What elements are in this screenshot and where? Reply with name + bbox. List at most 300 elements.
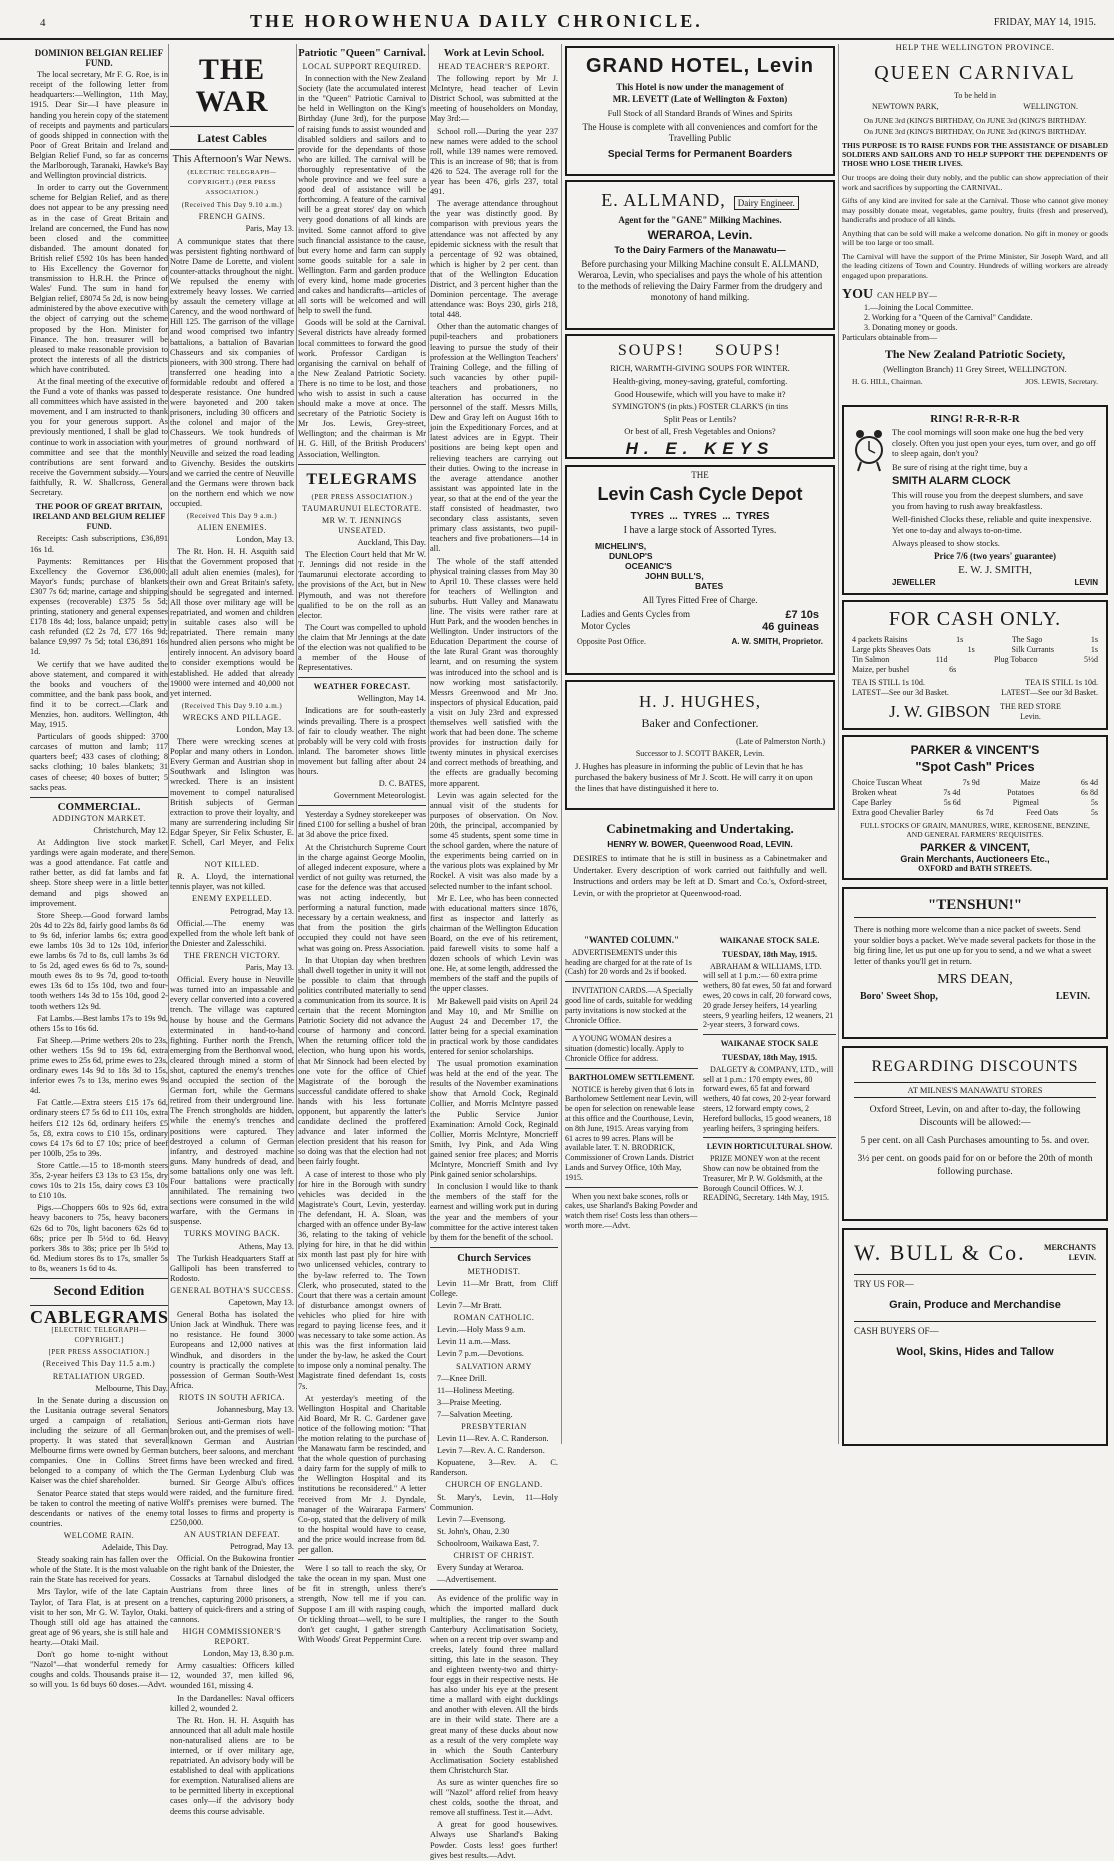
cycle-price: 46 guineas xyxy=(762,621,819,633)
discount-rule: 5 per cent. on all Cash Purchases amounting to 5s. and over. xyxy=(860,1136,1090,1146)
soups-line: Good Housewife, which will you have to make it? xyxy=(614,389,786,399)
price-item: Plug Tobacco xyxy=(993,655,1038,664)
bull-grain: Grain, Produce and Merchandise xyxy=(889,1299,1061,1311)
discounts-intro: Oxford Street, Levin, on and after to-day, the following Discounts will be allowed:— xyxy=(869,1105,1081,1128)
service-line: Levin 7—Mr Bratt. xyxy=(437,1301,502,1311)
carnival-help-item: 2. Working for a "Queen of the Carnival" Candidate. xyxy=(864,313,1033,322)
dateline: London, May 13. xyxy=(236,724,294,734)
service-line: 7—Salvation Meeting. xyxy=(437,1409,513,1419)
bull-try: TRY US FOR— xyxy=(854,1279,914,1289)
tenshun-town: LEVIN. xyxy=(1055,991,1090,1002)
service-line: Schoolroom, Waikawa East, 7. xyxy=(437,1538,539,1548)
advert-note: A great for good housewives. Always use Sharland's Baking Powder. Costs less! goes further! gives best results.—Advt. xyxy=(430,1820,558,1860)
price-value: 6s 7d xyxy=(976,808,994,817)
allmand-place: WERAROA, Levin. xyxy=(647,228,753,242)
denomination: CHRIST OF CHRIST. xyxy=(453,1551,535,1561)
service-line: Every Sunday at Weraroa. xyxy=(437,1563,524,1573)
article-paragraph: General Botha has isolated the Union Jack at Windhuk. There was no resistance. He found 3000 Europeans and 12,000 natives at Windhuk, and disorders in the country is practically the complete possession of German South-West Africa. xyxy=(170,1310,294,1390)
ring-para: The cool mornings will soon make one hug the bed very closely. Often you just open your eyes, turn over, and go off to sleep again, don't you? xyxy=(892,427,1096,458)
copyright-note: (ELECTRIC TELEGRAPH—COPYRIGHT.) (PER PRESS ASSOCIATION.) xyxy=(187,169,277,197)
horticultural-body: PRIZE MONEY won at the recent Show can now be obtained from the Treasurer, Mr P. W. Goldsmith, at the Borough Council Offices. W. J. READING, Secretary. 14th May, 1915. xyxy=(703,1154,830,1203)
received-note: (Received This Day 9 a.m.) xyxy=(186,512,278,521)
cablegrams-headline: CABLEGRAMS xyxy=(30,1307,170,1328)
article-subheadline: HEAD TEACHER'S REPORT. xyxy=(438,62,550,71)
wanted-rates: ADVERTISEMENTS under this heading are charged for at the rate of 1s (Cash) for 20 words and 2s if booked. xyxy=(565,947,692,977)
horticultural-headline: LEVIN HORTICULTURAL SHOW. xyxy=(706,1142,833,1152)
ring-para: This will rouse you from the deepest slumbers, and save you from having to rush away breakfastless. xyxy=(892,490,1084,511)
price-item: Maize, per bushel xyxy=(852,665,910,674)
price-item: Large pkts Sheaves Oats xyxy=(852,645,931,654)
cycle-the: THE xyxy=(691,470,709,480)
carnival-help-item: 3. Donating money or goods. xyxy=(864,323,958,332)
smith-alarm-clock: SMITH ALARM CLOCK xyxy=(892,475,1011,487)
column-divider xyxy=(168,44,169,1444)
column-2 xyxy=(170,44,294,1816)
clock-price: Price 7/6 (two years' guarantee) xyxy=(934,551,1056,561)
soups-ad xyxy=(565,334,835,459)
wanted-invitation: INVITATION CARDS.—A Specially good line of cards, suitable for wedding party invitations is now stocked at the Chronicle Office. xyxy=(565,986,693,1025)
article-paragraph: A communique states that there was persistent fighting northward of Notre Dame de Lorette, and violent counter-attacks throughout the night. We repulsed the enemy with extremely heavy losses. We carried by assault the cemetery village at Carency, and the wood northward of Hill 125. The garrison of the village and wood comprised two infantry battalions, a battalion of Bavarian Chasseurs and six companies of pioneers, with 300 strong. There had transferred one heading into a formidable redoubt and offered a desperate resistance. One hundred were bayoneted and 200 taken prisoners, including 30 officers and the colonel and major of the Chasseurs. We took hundreds of metres of ground northward of Neuville and seized the road leading to Givenchy. Besides the outskirts and we carried the centre of Neuville and the Germans were thrown back on the northern end which we now occupied. xyxy=(170,236,294,508)
red-store-town: Levin. xyxy=(1020,712,1041,721)
issue-date: FRIDAY, MAY 14, 1915. xyxy=(993,17,1096,28)
price-value: 1s xyxy=(956,635,964,644)
stock-sale-headline: WAIKANAE STOCK SALE xyxy=(720,1039,819,1049)
price-value: 11d xyxy=(935,655,948,664)
price-item: Silk Currants xyxy=(1011,645,1054,654)
article-paragraph: Pigs.—Choppers 60s to 92s 6d, extra heavy baconers to 75s, heavy baconers 62s 6d to 70s, light baconers 62s 6d to 68s; price per lb 5½d to 6d. Heavy porkers 38s to 38s; price per lb 5½d to 6d. Medium stores 8s to 17s, smaller 5s to 8s, weaners 1s 6d to 4s. xyxy=(30,1203,168,1273)
article-subheadline: RIOTS IN SOUTH AFRICA. xyxy=(178,1392,286,1402)
article-paragraph: Indications are for south-easterly winds prevailing. There is a prospect of fair to cloudy weather. The night probably will be very cold with frosts inland. The barometer shows little movement but falling after about 24 hours. xyxy=(298,706,426,776)
article-paragraph: The Court was compelled to uphold the claim that Mr Jennings at the date of the election was not qualified to be a member of the House of Representatives. xyxy=(298,622,426,673)
price-value: 5s xyxy=(1090,798,1098,807)
article-subheadline: MR W. T. JENNINGS UNSEATED. xyxy=(322,515,402,535)
service-line: St. Mary's, Levin, 11—Holy Communion. xyxy=(430,1492,558,1512)
patriotic-chairman: H. G. HILL, Chairman. xyxy=(852,377,923,386)
dateline: Athens, May 13. xyxy=(238,1241,294,1251)
carnival-paragraph: Our troops are doing their duty nobly, and the public can show appreciation of their work and sacrifices by supporting the CARNIVAL. xyxy=(842,173,1108,192)
price-value: 5s xyxy=(1090,808,1098,817)
dateline: Johannesburg, May 13. xyxy=(216,1404,294,1414)
denomination: PRESBYTERIAN xyxy=(461,1422,527,1431)
soups-line: Or best of all, Fresh Vegetables and Onions? xyxy=(624,426,776,436)
column-divider xyxy=(561,44,562,1444)
column-divider xyxy=(296,44,297,1444)
service-line: Levin 7—Rev. A. C. Randerson. xyxy=(437,1446,545,1456)
denomination: ROMAN CATHOLIC. xyxy=(453,1313,535,1323)
carnival-place: NEWTOWN PARK, xyxy=(872,102,939,111)
price-value: 6s 4d xyxy=(1080,778,1098,787)
grand-hotel-terms: Special Terms for Permanent Boarders xyxy=(607,149,793,160)
price-item: 4 packets Raisins xyxy=(852,635,908,644)
carnival-paragraph: The Carnival will have the support of the Prime Minister, Sir Joseph Ward, and all the leading citizens of Town and Country. Hundreds of willing workers are already engaged upon preparations. xyxy=(842,251,1108,280)
discounts-ad xyxy=(842,1046,1108,1221)
cycle-title: Levin Cash Cycle Depot xyxy=(597,484,803,504)
price-item: Potatoes xyxy=(1007,788,1035,797)
bull-merchants: MERCHANTS xyxy=(1043,1243,1096,1252)
article-headline: Patriotic "Queen" Carnival. xyxy=(298,48,426,59)
article-paragraph: Yesterday a Sydney storekeeper was fined £100 for selling a bushel of bran at 3d above the price fixed. xyxy=(298,810,426,840)
article-paragraph: In the Senate during a discussion on the Lusitania outrage several Senators urged a campaign of retaliation, including the seizure of all German property. It was stated that several Melbourne firms were owned by German companies. One in Collins Street belonged to a company of which the Kaiser was the chief shareholder. xyxy=(30,1395,168,1486)
service-line: Levin.—Holy Mass 9 a.m. xyxy=(437,1325,526,1335)
newspaper-title: THE HOROWHENUA DAILY CHRONICLE. xyxy=(250,11,703,31)
price-value: 7s 9d xyxy=(962,778,980,787)
tenshun-title: "TENSHUN!" xyxy=(854,897,1096,918)
article-subheadline: NOT KILLED. xyxy=(204,860,260,870)
carnival-purpose: THIS PURPOSE IS TO RAISE FUNDS FOR THE ASSISTANCE OF DISABLED SOLDIERS AND SAILORS AND TO HELP SUPPORT THE DEPENDENTS OF THOSE WHO LOSE THEIR LIVES. xyxy=(842,141,1108,168)
hughes-late: (Late of Palmerston North.) xyxy=(736,737,825,746)
parker-name: PARKER & VINCENT, xyxy=(920,842,1030,854)
hughes-body: J. Hughes has pleasure in informing the public of Levin that he has purchased the bakery business of Mr J. Scott. He will carry it on upon the lines that have distinguished it here to. xyxy=(575,761,813,793)
article-paragraph: Official. Every house in Neuville was turned into an impassable and every cellar converted into a covered trench. The village was captured house by house and the Germans exterminated in hand-to-hand fighting. Further north the French, emerging from the Berthonval wood, cleared through mined a storm of shot, captured the enemy's trenches and occupied the section of the German fort, while the Germans retired from their underground line. The French strongholds are hidden, while the enemy's trenches and positions were captured. They destroyed a column of German infantry, and destroyed machine guns. Many hundreds of dead, and some battalions only one was left. Four battalions were practically annihilated. The remaining two sections were consumed in the wild warfare, with the Germans in suspense. xyxy=(170,975,294,1227)
carnival-held: To be held in xyxy=(954,91,996,100)
advert-poem: Were I so tall to reach the sky, Or take the ocean in my span. Must one be fit in strength, unless there's strength, Now tell me if you can. Suppose I am ill with rasping cough, Or tickling throat—well, to be sure I don't get caught, I gather strength With Woods' Great Peppermint Cure. xyxy=(298,1564,426,1644)
wanted-column xyxy=(565,932,698,1442)
article-paragraph: There were wrecking scenes at Poplar and many others in London. Every German and Austrian shop in Southwark and Islington was wrecked. There is an insistent movement to compel naturalised British subjects of German extraction to prove their loyalty, and many are surrendering including Sir Edgar Speyer, Sir Felix Schuster, E. F. Schell, Carl Meyer, and Felix Semon. xyxy=(170,737,294,858)
carnival-help-item: 1.—Joining the Local Committee. xyxy=(864,303,974,312)
wanted-headline: "WANTED COLUMN." xyxy=(584,935,679,945)
bull-cash: CASH BUYERS OF— xyxy=(854,1326,939,1336)
service-line: St. John's, Ohau, 2.30 xyxy=(437,1526,510,1536)
article-paragraph: In connection with the New Zealand Society (late the accumulated interest in the "Queen" Patriotic Carnival to be held in Wellington on the King's Birthday (June 3rd), for the purpose of raising funds to assist wounded and disabled soldiers and sailors and to provide for the dependants of those who are killed. The carnival will be thoroughly representative of the whole province and we feel sure a good deal of assistance will be forthcoming. A feature of the carnival will be a great stores' day on which very good donations of all kinds are invited. Some cannot afford to give such financial assistance to the cause, but every home and farm can supply some goods suitable for a sale in Wellington. Farm and garden produce of every kind, home made groceries and cakes and handicrafts—articles of all sorts will be welcomed and will help to swell the fund. xyxy=(298,74,426,316)
signature: D. C. BATES, xyxy=(378,779,426,789)
price-value: 5½d xyxy=(1084,655,1098,664)
cycle-address: Opposite Post Office. xyxy=(577,637,646,646)
carnival-help: HELP THE WELLINGTON PROVINCE. xyxy=(895,42,1055,52)
bull-town: LEVIN. xyxy=(1068,1253,1096,1262)
service-line: —Advertisement. xyxy=(437,1575,497,1585)
article-paragraph: The Turkish Headquarters Staff at Gallipoli has been transferred to Rodosto. xyxy=(170,1253,294,1283)
cycle-proprietor: A. W. SMITH, Proprietor. xyxy=(731,637,823,646)
jeweller-town: LEVIN xyxy=(1074,578,1098,587)
article-paragraph: Senator Pearce stated that steps would be taken to control the meeting of native descendants or natives of the enemy countries. xyxy=(30,1488,168,1528)
soups-line: Split Peas or Lentils? xyxy=(663,414,737,424)
alarm-clock-ad xyxy=(842,405,1108,595)
ring-para: Always pleased to show stocks. xyxy=(892,538,1000,548)
article-paragraph: In conclusion I would like to thank the members of the staff for the earnest and willing work put in during the year and the members of your committee for the active interest taken by them for the benefit of the school. xyxy=(430,1182,558,1242)
cash-only-ad xyxy=(842,600,1108,730)
red-store: THE RED STORE xyxy=(1000,702,1061,711)
article-paragraph: Mr Bakewell paid visits on April 24 and May 10, and Mr Smillie on August 24 and December 17, the latter being for a special examination in practical work by those candidates entered for senior scholarships. xyxy=(430,996,558,1056)
stock-sale-date: TUESDAY, 18th May, 1915. xyxy=(722,1052,817,1062)
tea-offer: TEA IS STILL 1s 10d. xyxy=(852,678,925,687)
brand-john-bull: JOHN BULL'S, xyxy=(645,571,704,581)
article-paragraph: At the Christchurch Supreme Court in the charge against George Moolin, of alleged indecent exposure, where a verdict of not guilty was returned, the case for the defence was that accused was not acting indecently, but performing a natural function, made necessary by a certain weakness, and that from the position the girls occupied they could not have seen what was going on. Press Association. xyxy=(298,842,426,953)
price-value: 6s xyxy=(949,665,957,674)
price-value: 1s xyxy=(1090,635,1098,644)
latest-offer: LATEST—See our 3d Basket. xyxy=(852,688,949,697)
stock-sales-column xyxy=(703,932,836,1442)
service-line: Levin 11—Mr Bratt, from Cliff College. xyxy=(430,1278,558,1298)
service-line: Levin 7—Evensong. xyxy=(437,1514,506,1524)
dateline: Christchurch, May 12. xyxy=(93,825,168,835)
article-subheadline: WEATHER FORECAST. xyxy=(313,682,411,692)
cycle-depot-ad xyxy=(565,465,835,675)
carnival-dates: On JUNE 3rd (KING'S BIRTHDAY, On JUNE 3rd (KING'S BIRTHDAY. xyxy=(863,127,1087,136)
allmand-title: E. ALLMAND, xyxy=(601,190,726,210)
tenshun-name: MRS DEAN, xyxy=(937,972,1013,987)
article-paragraph: School roll.—During the year 237 new names were added to the school roll, while 139 names were removed. This is an increase of 98; that is from 426 to 524. The average roll for the year has been 476, girls 237, total 491. xyxy=(430,126,558,197)
carnival-title: QUEEN CARNIVAL xyxy=(874,62,1076,84)
article-subheadline: RETALIATION URGED. xyxy=(52,1371,146,1381)
stock-sale-headline: WAIKANAE STOCK SALE. xyxy=(719,936,820,945)
column-divider xyxy=(428,44,429,1444)
received-note: (Received This Day 9.10 a.m.) xyxy=(181,201,283,210)
war-headline: THE WAR xyxy=(195,53,269,118)
grand-hotel-line: The House is complete with all conveniences and comfort for the Travelling Public xyxy=(582,122,818,143)
article-subheadline: TAUMARUNUI ELECTORATE. xyxy=(302,503,422,513)
article-headline: Work at Levin School. xyxy=(443,48,545,59)
grand-hotel-ad xyxy=(565,46,835,176)
article-paragraph: Payments: Remittances per His Excellency the Governor £36,000; Mayor's funds; purchase of blankets £307 7s 6d; marine, cartage and shipping expenses (recoverable) £375 5s 5d; printing, stationery and general expenses £178 18s 4d; loss, balance unpaid; petty cash refunded (£2 2s 7d, £77 16s 9d; balance £9,997 7s 5d; total £36,891 16s 1d. xyxy=(30,556,168,657)
article-paragraph: At the final meeting of the executive of the Fund a vote of thanks was passed to all committees which have assisted in the movement, and I am instructed to thank you for your generous support. As previously mentioned, I shall be glad to continue to work in association with your committee and see that the monthly contributions are sent forward and receive the Government subsidy.—Yours faithfully, R. W. Shallcross, General Secretary. xyxy=(30,377,168,498)
bull-title: W. BULL & Co. xyxy=(854,1240,1026,1265)
stock-sale-body: DALGETY & COMPANY, LTD., will sell at 1 p.m.: 170 empty ewes, 80 forward ewes, 65 fat and forward wethers, 40 fat cows, 20 2-year forward steers, 12 forward empty cows, 2 Hereford bullocks, 15 good weaners, 18 yearling heifers, 3 springing heifers. xyxy=(703,1064,834,1133)
service-line: 7—Knee Drill. xyxy=(437,1373,487,1383)
article-paragraph: Store Cattle.—15 to 18-month steers 35s, 2-year heifers £3 13s to £3 15s, dry cows 10s to 21s 15s, dairy cows £3 10s to £10 10s. xyxy=(30,1160,168,1201)
article-subheadline: HIGH COMMISSIONER'S REPORT. xyxy=(182,1626,282,1647)
second-edition-banner: Second Edition xyxy=(53,1283,145,1299)
cycle-item: Motor Cycles xyxy=(581,621,631,631)
article-paragraph: The usual promotion examination was held at the end of the year. The results of the November examinations show that Arnold Cock, Reginald Collier, and Morris McIntyre passed the Public Service Junior Examination: Arnold Cock, Reginald Collier, Morris McIntyre, Moncrieff Smith, Ivy Pink, and Ada Wing gained senior free places; and Morris McIntyre, Moncrieff Smith and Ivy Pink gained senior scholarships. xyxy=(430,1059,558,1180)
allmand-agent: Agent for the "GANE" Milking Machines. xyxy=(618,215,782,225)
article-subheadline: ENEMY EXPELLED. xyxy=(191,894,273,904)
carnival-you: YOU xyxy=(842,287,874,302)
price-item: Pigmeal xyxy=(1012,798,1039,807)
carnival-particulars: Particulars obtainable from— xyxy=(842,333,938,342)
article-subheadline: WRECKS AND PILLAGE. xyxy=(182,712,282,722)
dateline: Melbourne, This Day. xyxy=(95,1383,168,1393)
article-subheadline: WELCOME RAIN. xyxy=(63,1530,135,1540)
war-news-heading: This Afternoon's War News. xyxy=(172,154,292,165)
copyright-note: [ELECTRIC TELEGRAPH—COPYRIGHT.] xyxy=(51,1326,147,1345)
article-paragraph: In order to carry out the Government scheme for Belgian Relief, and as there does not appear to be any pressing need as in the case of Great Britain and Ireland are concerned, the Fund has now been closed and the committee disbanded. The amount donated for British relief £592 10s has been handed to His Excellency the Governor for transmission to H.R.H. the Prince of Wales' Fund. The sum in hand for Belgian relief, £8074 5s 2d, is now being administered by the above executive with the object of carrying out the scheme proposed by the Hon. Minister for Finance. The hon. treasurer will be pleased to make reasonable provision to protect the interests of all the districts which have contributed. xyxy=(30,183,169,374)
parker-title: PARKER & VINCENT'S xyxy=(910,743,1040,757)
tenshun-body: There is nothing more welcome than a nice packet of sweets. Send your soldier boys a packet. We've made several packets for those in the big firing line, let us put one up for you to send, a nd we what a sweet letter of thanks you'll get in return. xyxy=(854,924,1096,966)
cycle-item: Ladies and Gents Cycles from xyxy=(581,609,690,619)
article-paragraph: In that Utopian day when brethren shall dwell together in unity it will not be possible to claim that through politics contributed materially to send a communication from its source. It is certain that the recent Mornington Patriotic Society did not advance the course of harmony and concord. When the returning officer told the election, who hung upon his words, that Mr Sinnock had been elected by one vote for the office of Chief Magistrate of the borough the successful candidate offered to shake hands with his less fortunate opponent, but apparently the latter's candidate declined the proffered advance and later informed the election president that his reason for so doing was that the election had not been fairly fought. xyxy=(298,955,426,1167)
price-item: Feed Oats xyxy=(1026,808,1059,817)
latest-cables-heading: Latest Cables xyxy=(197,131,267,145)
cycle-line: All Tyres Fitted Free of Charge. xyxy=(642,595,758,605)
price-value: 7s 4d xyxy=(943,788,961,797)
brand-dunlop: DUNLOP'S xyxy=(609,551,653,561)
parker-vincent-ad xyxy=(842,735,1108,880)
price-value: 1s xyxy=(967,645,975,654)
brand-bates: BATES xyxy=(695,581,724,591)
patriotic-secretary: JOS. LEWIS, Secretary. xyxy=(1025,377,1098,386)
wanted-young-woman: A YOUNG WOMAN desires a situation (domestic) locally. Apply to Chronicle Office for address. xyxy=(565,1034,684,1063)
article-paragraph: The average attendance throughout the year was distinctly good. By comparison with previous years the attendance was not affected by any epidemic sickness with the result that a percentage of 92 was obtained, which is higher by 2 per cent. than that of the Wellington Education District, and 3 percent higher than the Dominion percentage. The average attendance was: Boys 230, girls 218, total 448. xyxy=(430,199,558,320)
bull-wool: Wool, Skins, Hides and Tallow xyxy=(896,1346,1054,1358)
column-4 xyxy=(430,44,558,1860)
tenshun-shop: Boro' Sweet Shop, xyxy=(860,991,938,1002)
denomination: METHODIST. xyxy=(467,1266,521,1276)
price-item: Extra good Chevalier Barley xyxy=(852,808,944,817)
cabinet-title: Cabinetmaking and Undertaking. xyxy=(606,821,794,836)
section-headline: COMMERCIAL. xyxy=(57,800,141,813)
jeweller-name: E. W. J. SMITH, xyxy=(958,564,1032,576)
article-subheadline: THE FRENCH VICTORY. xyxy=(183,950,281,960)
parker-spot-cash: "Spot Cash" Prices xyxy=(915,759,1035,774)
article-paragraph: Fat Sheep.—Prime wethers 20s to 23s, other wethers 15s 9d to 19s 6d, extra prime ewes to 25s 6d, prime ewes to 23s, ordinary ewes 14s 9d to 18s 3d to 15s, inferior ewes 7s to 13s, merino ewes 9s 4d. xyxy=(30,1035,168,1096)
stock-sale-date: TUESDAY, 18th May, 1915. xyxy=(722,949,817,959)
article-subheadline: FRENCH GAINS. xyxy=(198,212,266,222)
dateline: London, May 13. xyxy=(236,535,294,545)
price-item: Tin Salmon xyxy=(852,655,890,664)
carnival-you-sub: CAN HELP BY— xyxy=(877,291,937,300)
article-paragraph: At Addington live stock market yardings were again moderate, and there was a good attendance. Fat cattle and rather better, as did fat lambs and fat sheep. Store sheep were in a little better demand and pigs showed an improvement. xyxy=(30,838,168,908)
price-value: 5s 6d xyxy=(943,798,961,807)
dateline: Auckland, This Day. xyxy=(357,538,426,548)
article-paragraph: R. A. Lloyd, the international tennis player, was not killed. xyxy=(170,872,294,892)
article-paragraph: Fat Cattle.—Extra steers £15 17s 6d, ordinary steers £7 5s 6d to £11 10s, extra heifers £12 12s 6d, ordinary heifers £5 5s, £8, extra cows to £10 15s, ordinary cows £4 17s 6d to £7 10s; price of beef per 100lb, 25s to 39s. xyxy=(30,1098,168,1158)
brand-michelin: MICHELIN'S, xyxy=(595,541,647,551)
advert-note: As sure as winter quenches fire so will "Nazol" afford relief from heavy chest colds, soothe the throat, and remove all stuffiness. Test it.—Advt. xyxy=(430,1778,558,1818)
carnival-city: WELLINGTON. xyxy=(1023,102,1078,111)
article-paragraph: The Election Court held that Mr W. T. Jennings did not reside in the Taumarunui electorate according to the provisions of the Act, but in New Plymouth, and was not therefore qualified to be on the roll as an elector. xyxy=(298,550,426,620)
patriotic-society: The New Zealand Patriotic Society, xyxy=(884,347,1066,361)
ring-title: RING! R-R-R-R-R xyxy=(930,413,1020,425)
hughes-successor: Successor to J. SCOTT BAKER, Levin. xyxy=(635,749,765,758)
dateline: London, May 13, 8.30 p.m. xyxy=(202,1649,294,1659)
ring-para: Well-finished Clocks these, reliable and quite inexpensive. Yet one to-day and always to-on-time. xyxy=(892,514,1092,535)
allmand-trade: Dairy Engineer. xyxy=(734,196,799,210)
service-line: Levin 7 p.m.—Devotions. xyxy=(437,1349,524,1359)
soups-line: Health-giving, money-saving, grateful, comforting. xyxy=(612,376,788,386)
queen-carnival-ad xyxy=(842,42,1108,402)
patriotic-branch: (Wellington Branch) 11 Grey Street, WELLINGTON. xyxy=(883,364,1067,374)
article-paragraph: We certify that we have audited the above statement, and compared it with the books and vouchers of the committee, and the bank pass book, and find it to be correct.—Clark and Menzies, hon. auditors. Wellington, 4th May, 1915. xyxy=(30,659,168,730)
brand-oceanic: OCEANIC'S xyxy=(625,561,672,571)
service-line: Kopuatene, 3—Rev. A. C. Randerson. xyxy=(430,1458,558,1478)
service-line: 11—Holiness Meeting. xyxy=(437,1385,515,1395)
hughes-title: H. J. HUGHES, xyxy=(638,692,762,711)
hughes-ad xyxy=(565,680,835,810)
denomination: SALVATION ARMY xyxy=(456,1361,532,1371)
grand-hotel-line: Full Stock of all Standard Brands of Wines and Spirits xyxy=(607,108,793,118)
article-paragraph: Levin was again selected for the annual visit of the students for purposes of observation. On Nov. 20th, the principal, accompanied by some 45 students, spent some time in the school garden, where the nature of the experiments being carried on in the various plots was explained by Mr Rockel. A visit was also made by a selected number to the infant school. xyxy=(430,790,558,891)
signature-title: Government Meteorologist. xyxy=(333,791,426,801)
article-paragraph: Mrs Taylor, wife of the late Captain Taylor, of Tara Flat, is at present on a visit to her son, Mr G. W. Taylor, Otaki. Though still old age has attained the great age of 96 years, she is still hale and hearty.—Otaki Mail. xyxy=(30,1587,168,1647)
article-paragraph: Other than the automatic changes of pupil-teachers and probationers leaving to pursue the study of their profession at the Wellington Teachers' Training College, and the filling of such vacancies by other pupil-teachers and probationers, no alteration has occurred in the personnel of the staff. Messrs Mills, Dew and Gray left on August 16th to join the Expeditionary Forces, and at latest advices are in Egypt. Their positions are being kept open and relieving teachers are carrying out their duties. Owing to the increase in the average attendance another assistant was appointed late in the year, so that at the end of the year the staff consisted of headmaster, two secondary class assistants, seven primary class assistants, two pupil-teachers and five probationers—14 in all. xyxy=(430,322,558,554)
article-paragraph: The whole of the staff attended physical training classes from May 30 to April 10. These classes were held for teachers of Wellington and suburbs. Hutt Valley and Manawatu line. The visits were rather rare at Hutt Park, and the wooden benches in Wellington. Under instructors of the Education Department the course of the late Rural Grant was thoroughly learnt, and on resuming the system was introduced into the school and is now working most satisfactorily. Messrs Greenwood and Mr Jno. inspectors of physical Education, paid a visit on July 23rd and expressed themselves well satisfied with the work that had been done. The scheme provides for instruction daily for twenty minutes in physical exercises and correct methods of breathing, and the effects are gradually becoming more apparent. xyxy=(430,556,558,788)
denomination: CHURCH OF ENGLAND. xyxy=(445,1480,543,1490)
alarm-clock-icon xyxy=(852,427,886,473)
received-note: (Received This Day 11.5 a.m.) xyxy=(42,1359,156,1369)
price-item: Maize xyxy=(1020,778,1041,787)
carnival-paragraph: Anything that can be sold will make a welcome donation. No gift in money or goods will be too large or too small. xyxy=(842,228,1108,247)
dateline: Paris, May 13. xyxy=(245,224,294,234)
article-subheadline: THE POOR OF GREAT BRITAIN, IRELAND AND BELGIUM RELIEF FUND. xyxy=(32,502,166,532)
article-paragraph: Receipts: Cash subscriptions, £36,891 16s 1d. xyxy=(30,534,168,554)
tea-offer: TEA IS STILL 1s 10d. xyxy=(1025,678,1098,687)
price-item: Choice Tuscan Wheat xyxy=(852,778,923,787)
article-paragraph: A case of interest to those who ply for hire in the Borough with sundry vehicles was decided in the Magistrate's Court, Levin, yesterday. The defendant, H. A. Sloan, was charged with an offence under By-law 36, relating to the taking of vehicle plying for hire, in that he did within six month last past ply for hire with two unlicensed vehicles, contrary to the by-law referred to. The Town Clerk, who prosecuted, stated to the Court that there was a certain amount of disturbance amongst owners of vehicles who plied for hire with regard to paying license fees, and it was necessary to take some action. As this was the first information laid under the by-law, he asked the Court to impose only a nominal penalty. The Magistrate fined defendant 1s, costs 7s. xyxy=(298,1169,426,1391)
article-paragraph: Particulars of goods shipped: 3700 carcases of mutton and lamb; 117 quarters beef; 433 cases of clothing; 8 sacks clothing; 10 bales blankets; 31 cases of cheese; 40 boxes of butter; 5 sacks peas. xyxy=(30,732,168,792)
price-item: The Sago xyxy=(1011,635,1043,644)
article-paragraph: The local secretary, Mr F. G. Roe, is in receipt of the following letter from headquarters:—Wellington, 11th May, 1915. Dear Sir—I have pleasure in handing you herein copy of the statement of receipts and payments and particulars of goods shipped in connection with the Poor of Great Britain and Ireland and Belgian Relief Fund, so far as concerns the Marlborough, Taranaki, Hawke's Bay and Wellington provincial districts. xyxy=(30,70,168,181)
soups-line: SYMINGTON'S (in pkts.) FOSTER CLARK'S (in tins xyxy=(612,402,788,411)
cycle-line: I have a large stock of Assorted Tyres. xyxy=(623,525,777,536)
press-association-note: [PER PRESS ASSOCIATION.] xyxy=(48,1348,150,1357)
discount-rule: 3½ per cent. on goods paid for on or before the 20th of month following purchase. xyxy=(857,1154,1093,1177)
article-subheadline: TURKS MOVING BACK. xyxy=(183,1229,281,1239)
tenshun-ad xyxy=(842,887,1108,1039)
received-note: (Received This Day 9.10 a.m.) xyxy=(181,701,283,710)
article-paragraph: At yesterday's meeting of the Wellington Hospital and Charitable Aid Board, Mr R. C. Gardener gave notice of the following motion: "That the motion relating to the purchase of the Manawatu farm be rescinded, and that the whole question of purchasing a dairy farm for the supply of milk to the Wellington Hospital and its institutions be reconsidered." A letter received from Mr J. Dyndale, manager of the Wairarapa Farmers' Co-op, stated that the delivery of milk to the hospital would have to cease, and the price would increase from 8d. per gallon. xyxy=(298,1393,426,1555)
cabinet-name: HENRY W. BOWER, Queenwood Road, LEVIN. xyxy=(607,839,793,849)
article-paragraph: In the Dardanelles: Naval officers killed 2, wounded 2. xyxy=(170,1693,294,1713)
dateline: Wellington, May 14. xyxy=(357,694,426,704)
bartholomew-body: NOTICE is hereby given that 6 lots in Bartholomew Settlement near Levin, will be open for selection on renewable lease at this office and the Courthouse, Levin, on 8th June, 1915. Areas varying from 61 acres to 99 acres. Plans will be available later. T. N. BRODRICK, Commissioner of Crown Lands. District Lands and Survey Office, 10th May, 1915. xyxy=(565,1084,698,1182)
article-subheadline: ADDINGTON MARKET. xyxy=(52,813,146,823)
parker-address: OXFORD and BATH STREETS. xyxy=(918,864,1032,873)
cycle-price: £7 10s xyxy=(785,609,819,621)
article-paragraph: Store Sheep.—Good forward lambs 20s 4d to 22s 8d, fairly good lambs 8s 6d to 9s 6d, inferior lambs 6s; extra good ewe lambs 10s 3d to 12s 10d, inferior ewe lambs 6s 7d to 8s, cull lambs 3s 6d to 5s 2d, aged ewes 6s 6d to 7s, sound-mouth ewes 8s to 9s 7d, good to-tooth ewes 13s 6d to 15s 10d, two and four-tooth wethers 14s 3d to 15s 10d, good 2-tooth wethers 12s 9d. xyxy=(30,910,168,1011)
advert-note: When you next bake scones, rolls or cakes, use Sharland's Baking Powder and watch them rise! Costs less than others—worth more.—Advt. xyxy=(565,1191,698,1230)
article-paragraph: The Rt. Hon. H. H. Asquith has announced that all adult male hostile non-naturalised aliens are to be interned, or if over military age, repatriated. An advisory body will be established to deal with applications for exemption. Naturalised aliens are to be permitted liberty in exceptional cases only—if the advisory body deems this course advisable. xyxy=(170,1715,294,1816)
price-value: 6s 8d xyxy=(1080,788,1098,797)
column-divider xyxy=(838,44,839,1444)
grand-hotel-manager: MR. LEVETT (Late of Wellington & Foxton) xyxy=(612,94,788,104)
article-paragraph: Steady soaking rain has fallen over the whole of the State. It is the most valuable rain the State has received for years. xyxy=(30,1555,168,1585)
church-services-headline: Church Services xyxy=(457,1252,531,1264)
article-paragraph: Fat Lambs.—Best lambs 17s to 19s 9d, others 15s to 16s 6d. xyxy=(30,1013,168,1033)
press-association-note: (PER PRESS ASSOCIATION.) xyxy=(311,492,413,501)
telegrams-headline: TELEGRAMS xyxy=(306,470,418,488)
price-value: 1s xyxy=(1090,645,1098,654)
dateline: Capetown, May 13. xyxy=(228,1298,294,1308)
cash-title: FOR CASH ONLY. xyxy=(888,608,1062,630)
article-paragraph: The following report by Mr J. McIntyre, head teacher of Levin District School, was submitted at the meeting of householders on Monday, May 3rd:— xyxy=(430,74,558,124)
advert-note: Don't go home to-night without "Nazol"—that wonderful remedy for coughs and colds. Thousands praise it—so will you. 1s 6d buys 60 doses.—Advt. xyxy=(30,1649,168,1690)
soups-line: RICH, WARMTH-GIVING SOUPS FOR WINTER. xyxy=(610,363,790,373)
hughes-sub: Baker and Confectioner. xyxy=(641,716,759,730)
article-paragraph: Army casualties: Officers killed 12, wounded 37, men killed 96, wounded 161, missing 4. xyxy=(170,1661,294,1691)
price-item: Cape Barley xyxy=(852,798,892,807)
article-paragraph: Goods will be sold at the Carnival. Several districts have already formed local committees to forward the good work. Professor Cardigan is organising the carnival on behalf of the New Zealand Patriotic Society. There is no time to be lost, and those who wish to assist in such a cause should make a move at once. The secretary of the Patriotic Society is Mr Jos. Lewis, Grey-street, Wellington; and the chairman is Mr H. G. Hill, of the British Producers' Association, Wellington. xyxy=(298,318,426,459)
article-subheadline: LOCAL SUPPORT REQUIRED. xyxy=(302,62,422,71)
dateline: Adelaide, This Day. xyxy=(101,1543,168,1553)
service-line: 3—Praise Meeting. xyxy=(437,1397,502,1407)
carnival-dates: On JUNE 3rd (KING'S BIRTHDAY, On JUNE 3rd (KING'S BIRTHDAY. xyxy=(863,116,1087,125)
article-headline: DOMINION BELGIAN RELIEF FUND. xyxy=(34,48,164,69)
jeweller-trade: JEWELLER xyxy=(892,578,936,587)
page-number: 4 xyxy=(40,17,46,29)
discounts-title: REGARDING DISCOUNTS xyxy=(871,1058,1079,1075)
article-paragraph: Serious anti-German riots have broken out, and the premises of well-known German and Austrian butchers, beer saloons, and merchant firms have been wrecked and fired. The German Lydenburg Club was burned. Sir George Albu's offices were raided, and the furniture fired. Wolff's premises were burned. The total losses to firms and property is £250,000. xyxy=(170,1417,294,1527)
latest-offer: LATEST—See our 3d Basket. xyxy=(1001,688,1098,697)
article-paragraph: Official.—The enemy was expelled from the whole left bank of the Dniester and Zalesschiki. xyxy=(170,918,294,948)
article-subheadline: ALIEN ENEMIES. xyxy=(197,523,267,533)
parker-stock: FULL STOCKS OF GRAIN, MANURES, WIRE, KEROSENE, BENZINE, AND GENERAL FARMERS' REQUISITES. xyxy=(860,821,1090,839)
article-subheadline: GENERAL BOTHA'S SUCCESS. xyxy=(170,1285,294,1295)
cycle-tyres: TYRES ... TYRES ... TYRES xyxy=(630,511,770,522)
keys-logo: H. E. KEYS xyxy=(625,439,775,458)
discounts-store: AT MILNES'S MANAWATU STORES xyxy=(854,1082,1096,1098)
parker-sub: Grain Merchants, Auctioneers Etc., xyxy=(900,854,1050,864)
bartholomew-headline: BARTHOLOMEW SETTLEMENT. xyxy=(568,1072,695,1082)
carnival-paragraph: Gifts of any kind are invited for sale at the Carnival. Those who cannot give money may possibly donate meat, vegetables, game poultry, fruits (fresh and preserved), handicrafts and produce of all kinds. xyxy=(842,196,1108,224)
article-subheadline: AN AUSTRIAN DEFEAT. xyxy=(183,1530,281,1540)
dateline: Petrograd, May 13. xyxy=(229,1542,294,1552)
bull-co-ad xyxy=(842,1228,1108,1446)
article-paragraph: Official. On the Bukowina frontier on the right bank of the Dniester, the Cossacks at Tarnabul dislodged the Austrians from three lines of trenches, capturing 2000 prisoners, a battery of quick-firers and a string of cannons. xyxy=(170,1554,294,1624)
article-paragraph: Mr E. Lee, who has been connected with educational matters since 1876, first as inspector and latterly as chairman of the Wellington Education Board, on the eve of his retirement, paid farewell visits to some half a dozen schools of which Levin was one. He, at some length, addressed the members of the staff and the pupils of the upper classes. xyxy=(430,893,558,994)
grand-hotel-title: GRAND HOTEL, Levin xyxy=(585,55,814,77)
column-1 xyxy=(30,44,170,1690)
article-paragraph: The Rt. Hon. H. H. Asquith said that the Government proposed that all adult alien enemies (males), for their own and Great Britain's safety, should be segregated and interned. All those over military age will be repatriated, and women and children in suitable cases also will be repatriated. There remain many hundred alien persons who might be entirely innocent. An advisory board to consider exemptions would be established. He added that already 19000 were interned and 40,000 not yet interned. xyxy=(170,547,294,698)
